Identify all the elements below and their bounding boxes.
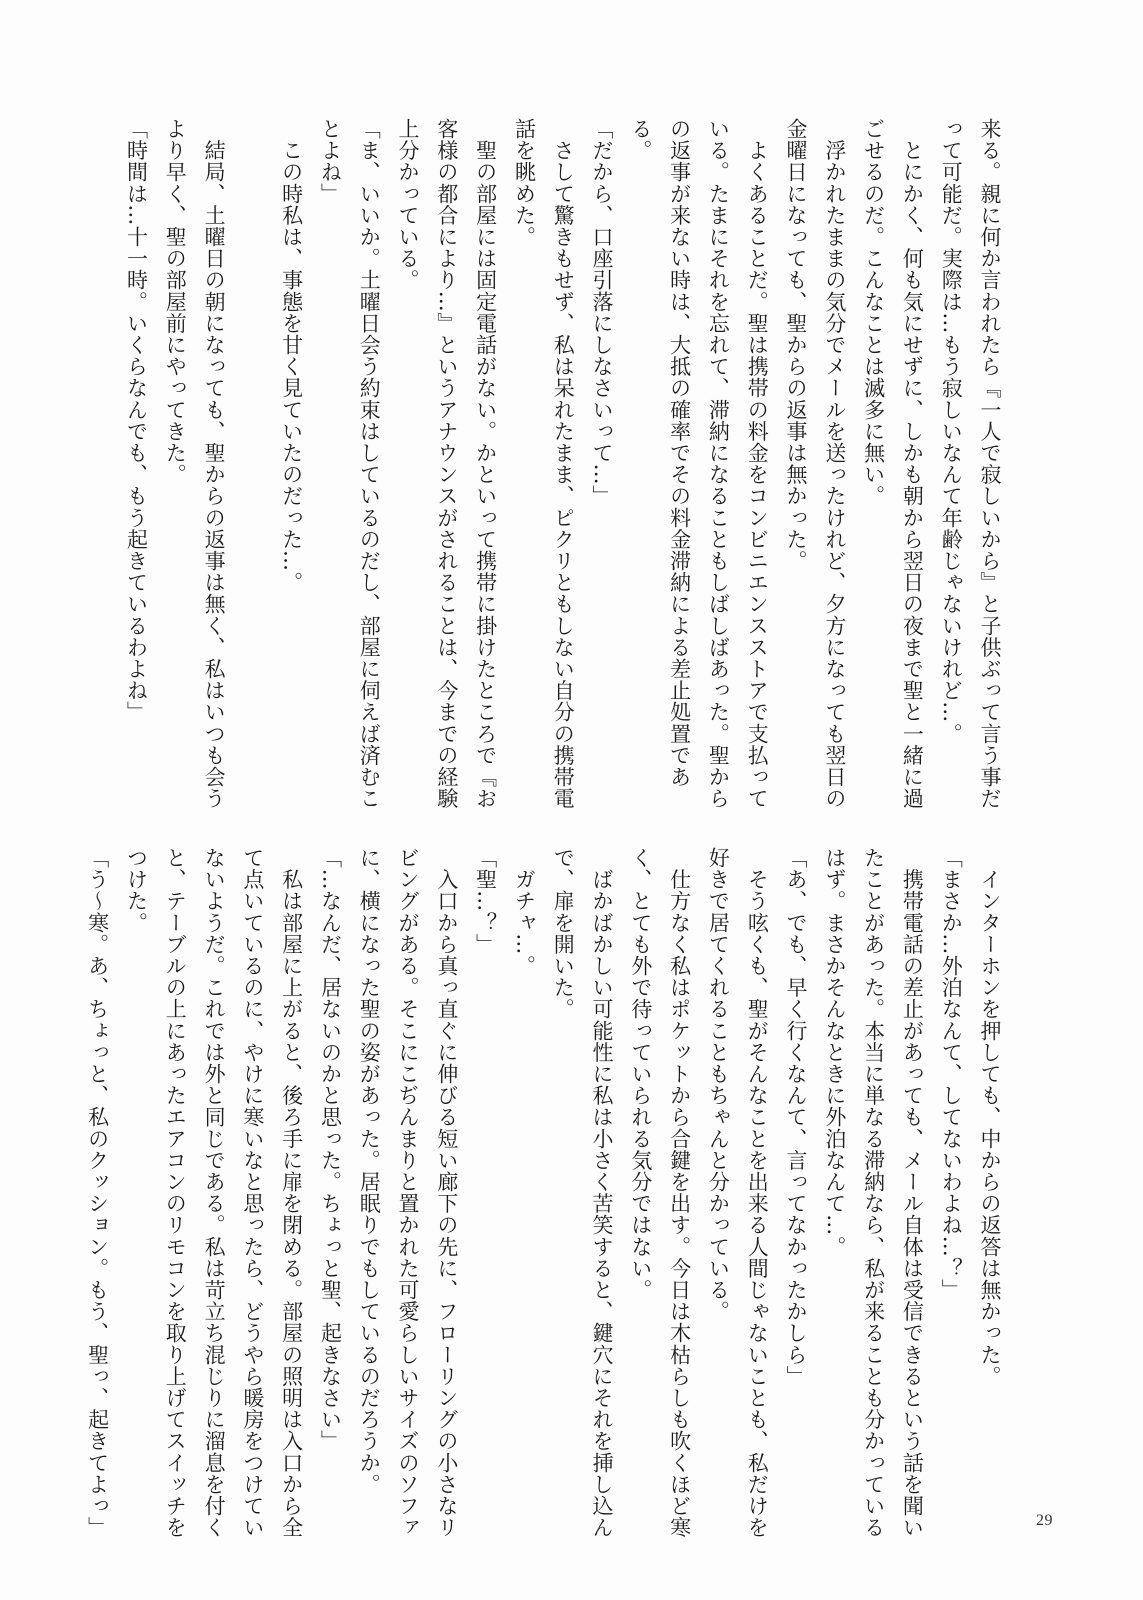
text-line: る。 — [628, 118, 653, 162]
text-line: いる。たまにそれを忘れて、滞納になることもしばしばあった。聖から — [706, 118, 731, 810]
text-line: つけた。 — [124, 847, 149, 934]
text-line: 浮かれたままの気分でメールを送ったけれど、夕方になっても翌日の — [822, 118, 847, 810]
text-line: この時私は、事態を甘く見ていたのだった…。 — [279, 118, 304, 594]
text-line: 「だから、口座引落にしなさいって…」 — [590, 118, 615, 507]
text-line: 結局、土曜日の朝になっても、聖からの返事は無く、私はいつも会う — [202, 118, 227, 810]
text-line: て点いているのに、やけに寒いなと思ったら、どうやら暖房をつけてい — [240, 847, 265, 1539]
text-line: とにかく、何も気にせずに、しかも朝から翌日の夜まで聖と一緒に過 — [900, 118, 925, 810]
upper-text-block — [124, 118, 1009, 810]
text-line: 聖の部屋には固定電話がない。かといって携帯に掛けたところで『お — [473, 118, 498, 810]
text-line: より早く、聖の部屋前にやってきた。 — [163, 118, 188, 486]
text-line: とよね」 — [318, 118, 343, 205]
text-line: たことがあった。本当に単なる滞納なら、私が来ることも分かっている — [861, 847, 886, 1539]
text-line: ばかばかしい可能性に私は小さく苦笑すると、鍵穴にそれを挿し込ん — [590, 847, 615, 1539]
text-line: 「時間は…十一時。いくらなんでも、もう起きているわよね」 — [124, 118, 149, 723]
text-line: 客様の都合により…』というアナウンスがされることは、今までの経験 — [434, 118, 459, 810]
text-line: はず。まさかそんなときに外泊なんて…。 — [822, 847, 847, 1258]
lower-text-block — [85, 847, 1009, 1539]
text-line: 「…なんだ、居ないのかと思った。ちょっと聖、起きなさい」 — [318, 847, 343, 1452]
page-number: 29 — [1036, 1512, 1053, 1529]
text-line: そう呟くも、聖がそんなことを出来る人間じゃないことも、私だけを — [745, 847, 770, 1539]
text-line: 「ま、いいか。土曜日会う約束はしているのだし、部屋に伺えば済むこ — [357, 118, 382, 810]
text-line: ガチャ…。 — [512, 847, 537, 977]
text-line: ないようだ。これでは外と同じである。私は苛立ち混じりに溜息を付く — [202, 847, 227, 1539]
text-line: 私は部屋に上がると、後ろ手に扉を閉める。部屋の照明は入口から全 — [279, 847, 304, 1539]
text-line: 「あ、でも、早く行くなんて、言ってなかったかしら」 — [784, 847, 809, 1387]
text-line: 「聖…？」 — [473, 847, 498, 955]
text-line — [233, 118, 272, 666]
text-line: 来る。親に何か言われたら『一人で寂しいから』と子供ぶって言う事だ — [978, 118, 1002, 810]
text-line: と、テーブルの上にあったエアコンのリモコンを取り上げてスイッチを — [163, 847, 188, 1539]
text-line: 話を眺めた。 — [512, 118, 537, 248]
text-line: 金曜日になっても、聖からの返事は無かった。 — [784, 118, 809, 572]
text-line: く、とても外で待っていられる気分ではない。 — [628, 847, 653, 1301]
text-line: インターホンを押しても、中からの返答は無かった。 — [978, 847, 1002, 1387]
text-line: さして驚きもせず、私は呆れたまま、ピクリともしない自分の携帯電 — [551, 118, 576, 810]
text-line: 入口から真っ直ぐに伸びる短い廊下の先に、フローリングの小さなリ — [434, 847, 459, 1539]
text-line: よくあることだ。聖は携帯の料金をコンビニエンスストアで支払って — [745, 118, 770, 810]
text-line: に、横になった聖の姿があった。居眠りでもしているのだろうか。 — [357, 847, 382, 1495]
text-line: 「う～寒。あ、ちょっと、私のクッション。もう、聖っ、起きてよっ」 — [85, 847, 110, 1539]
text-line: で、扉を開いた。 — [551, 847, 576, 1020]
text-line: 好きで居てくれることもちゃんと分かっている。 — [706, 847, 731, 1323]
text-line: の返事が来ない時は、大抵の確率でその料金滞納による差止処置であ — [667, 118, 692, 788]
text-line: 「まさか…外泊なんて、してないわよね…？」 — [939, 847, 964, 1301]
text-line: 仕方なく私はポケットから合鍵を出す。今日は木枯らしも吹くほど寒 — [667, 847, 692, 1539]
text-line: 携帯電話の差止があっても、メール自体は受信できるという話を聞い — [900, 847, 925, 1539]
text-line: ビングがある。そこにこぢんまりと置かれた可愛らしいサイズのソファ — [396, 847, 421, 1539]
text-line: って可能だ。実際は…もう寂しいなんて年齢じゃないけれど…。 — [939, 118, 964, 745]
text-line: 上分かっている。 — [396, 118, 421, 291]
text-line: ごせるのだ。こんなことは滅多に無い。 — [861, 118, 886, 507]
